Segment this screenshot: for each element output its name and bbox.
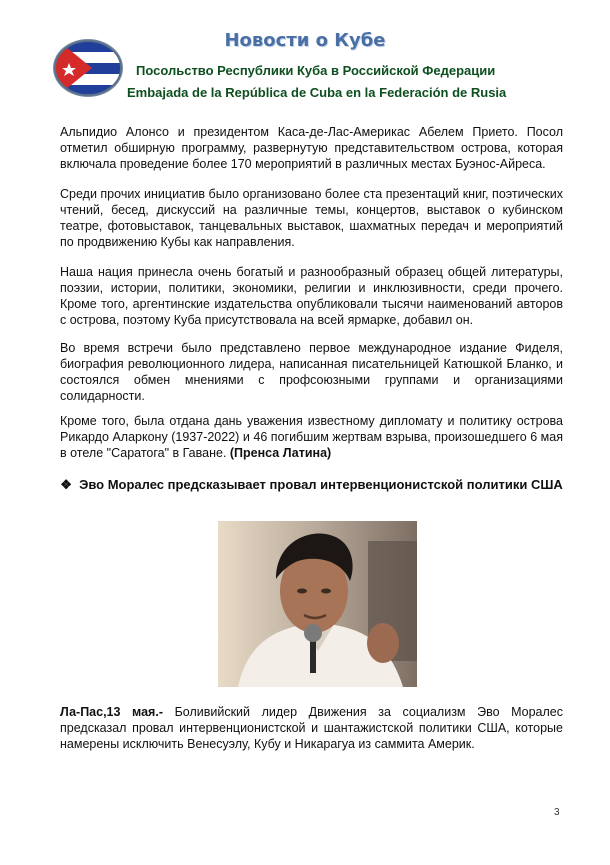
source-credit: (Пренса Латина) <box>229 446 332 460</box>
dateline: Ла-Пас,13 мая.- <box>60 705 163 719</box>
article-headline <box>60 476 563 493</box>
bullet-icon: ❖ <box>60 477 72 492</box>
paragraph-5-text: Кроме того, была отдана дань уважения известному дипломату и политику острова Рикардо Аларкону (1937-2022) и 46 погибшим жертвам взрыва, произошедшего 6 мая в отеле "Саратога" в Гаване. <box>60 414 563 460</box>
article-lead-paragraph <box>60 704 563 752</box>
page-title: Новости о Кубе <box>224 30 386 51</box>
headline-text: Эво Моралес предсказывает провал интервенционистской политики США <box>79 477 563 492</box>
paragraph-3: Наша нация принесла очень богатый и разнообразный образец общей литературы, поэзии, истории, политики, экономики, религии и инклюзивности, среди прочего. Кроме того, аргентинские издательства опубликовали тысячи наименований авторов с острова, поэтому Куба присутствовала на всей ярмарке, добавил он. <box>60 265 563 327</box>
paragraph-2: Среди прочих инициатив было организовано более ста презентаций книг, поэтических чтений, бесед, дискуссий на различные темы, концертов, выставок о кубинском театре, фотовыставок, танцевальных выставок, шахматных передач и мероприятий по продвижению Кубы как направления. <box>60 187 563 249</box>
embassy-name-spanish: Embajada de la República de Cuba en la Federación de Rusia <box>127 85 507 100</box>
cuba-flag-logo <box>52 38 124 98</box>
paragraph-4: Во время встречи было представлено первое международное издание Фиделя, биография революционного лидера, написанная писательницей Катюшкой Бланко, и состоялся обмен мнениями с профсоюзными группами и организациями солидарности. <box>60 341 563 403</box>
page-number: 3 <box>554 807 560 818</box>
paragraph-1: Альпидио Алонсо и президентом Каса-де-Лас-Америкас Абелем Прието. Посол отметил обширную программу, развернутую представительством острова, которая включала проведение более 170 мероприятий в различных местах Буэнос-Айреса. <box>60 125 563 171</box>
article-body: Боливийский лидер Движения за социализм Эво Моралес предсказал провал интервенционистской и шантажистской политики США, которые намерены исключить Венесуэлу, Кубу и Никарагуа из саммита Америк. <box>60 705 563 751</box>
evo-morales-photo <box>218 521 417 687</box>
embassy-name-russian: Посольство Республики Куба в Российской Федерации <box>136 63 496 78</box>
paragraph-5 <box>60 413 563 461</box>
